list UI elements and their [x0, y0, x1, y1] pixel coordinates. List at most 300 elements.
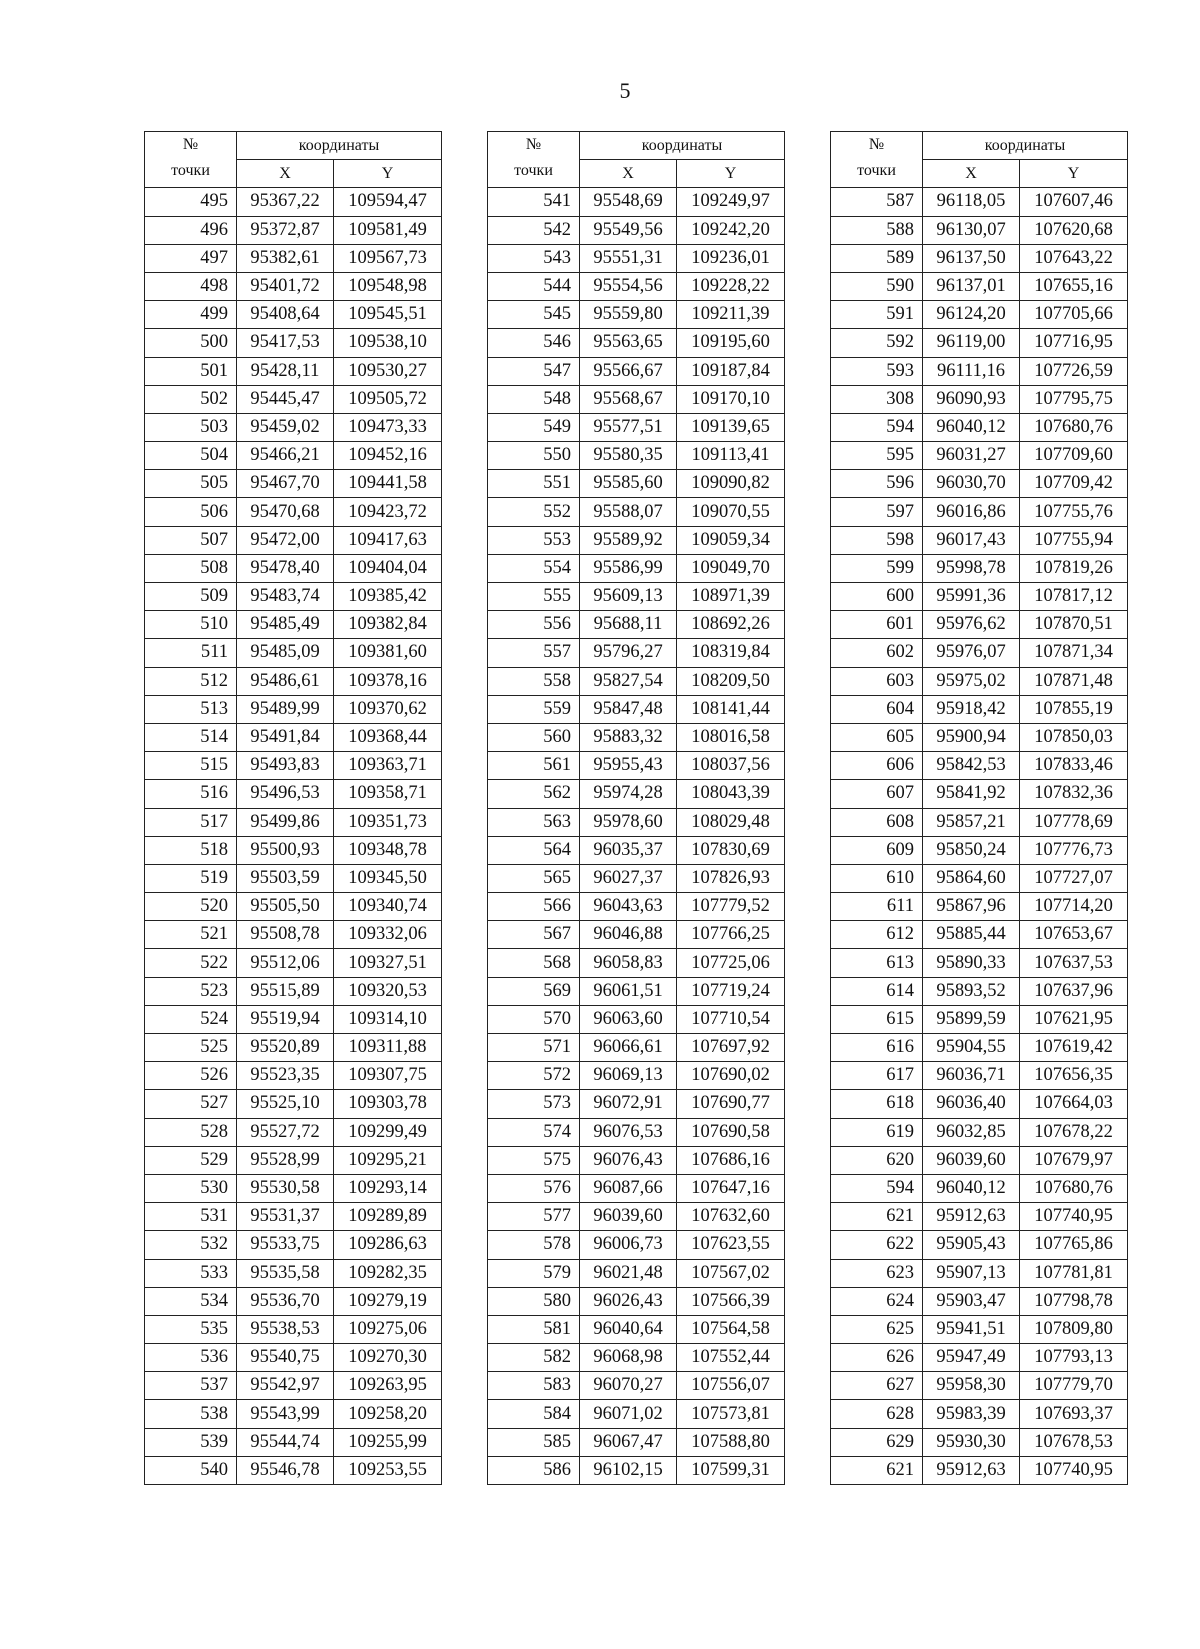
point-number-cell: 504	[145, 442, 237, 470]
point-number-cell: 554	[488, 554, 580, 582]
table-row	[831, 1090, 1128, 1118]
y-coordinate-cell: 109263,95	[334, 1372, 442, 1400]
point-number-cell: 498	[145, 272, 237, 300]
point-number-cell: 577	[488, 1203, 580, 1231]
y-coordinate-cell: 109286,63	[334, 1231, 442, 1259]
table-row	[488, 244, 785, 272]
x-coordinate-cell: 96040,12	[923, 1174, 1020, 1202]
table-row	[831, 498, 1128, 526]
y-coordinate-cell: 109368,44	[334, 723, 442, 751]
point-number-cell: 546	[488, 329, 580, 357]
x-coordinate-cell: 96026,43	[580, 1287, 677, 1315]
point-number-cell: 543	[488, 244, 580, 272]
y-coordinate-cell: 109170,10	[677, 385, 785, 413]
x-coordinate-cell: 96130,07	[923, 216, 1020, 244]
table-row	[831, 1231, 1128, 1259]
x-coordinate-cell: 95978,60	[580, 808, 677, 836]
y-coordinate-cell: 109505,72	[334, 385, 442, 413]
y-coordinate-cell: 107830,69	[677, 836, 785, 864]
point-number-cell: 576	[488, 1174, 580, 1202]
point-number-cell: 590	[831, 272, 923, 300]
table-row	[831, 1118, 1128, 1146]
table-row	[488, 1400, 785, 1428]
y-coordinate-cell: 109314,10	[334, 1005, 442, 1033]
point-number-cell: 596	[831, 470, 923, 498]
x-coordinate-cell: 95489,99	[237, 695, 334, 723]
point-number-cell: 615	[831, 1005, 923, 1033]
point-label: точки	[857, 162, 896, 179]
point-number-cell: 582	[488, 1344, 580, 1372]
table-row	[145, 498, 442, 526]
point-number-cell: 562	[488, 780, 580, 808]
y-coordinate-cell: 107655,16	[1020, 272, 1128, 300]
y-coordinate-cell: 109211,39	[677, 301, 785, 329]
y-coordinate-cell: 107697,92	[677, 1034, 785, 1062]
y-coordinate-cell: 109187,84	[677, 357, 785, 385]
x-coordinate-cell: 95907,13	[923, 1259, 1020, 1287]
table-row	[145, 1315, 442, 1343]
table-row	[145, 808, 442, 836]
y-coordinate-cell: 107573,81	[677, 1400, 785, 1428]
x-coordinate-cell: 96040,64	[580, 1315, 677, 1343]
table-row	[145, 470, 442, 498]
point-number-cell: 580	[488, 1287, 580, 1315]
point-number-cell: 578	[488, 1231, 580, 1259]
point-number-cell: 547	[488, 357, 580, 385]
y-coordinate-cell: 107686,16	[677, 1146, 785, 1174]
x-coordinate-cell: 95941,51	[923, 1315, 1020, 1343]
table-row	[831, 470, 1128, 498]
table-row	[831, 442, 1128, 470]
table-row	[488, 977, 785, 1005]
coordinates-table-3	[830, 131, 1128, 1485]
point-number-cell: 526	[145, 1062, 237, 1090]
x-coordinate-cell: 96027,37	[580, 864, 677, 892]
header-row	[831, 132, 1128, 160]
point-number-cell: 520	[145, 893, 237, 921]
point-number-cell: 544	[488, 272, 580, 300]
point-number-cell: 583	[488, 1372, 580, 1400]
point-number-cell: 541	[488, 188, 580, 216]
x-coordinate-cell: 96124,20	[923, 301, 1020, 329]
point-number-cell: 561	[488, 752, 580, 780]
x-coordinate-cell: 96039,60	[923, 1146, 1020, 1174]
point-number-cell: 528	[145, 1118, 237, 1146]
x-coordinate-cell: 95912,63	[923, 1456, 1020, 1484]
x-coordinate-cell: 95904,55	[923, 1034, 1020, 1062]
x-coordinate-cell: 95523,35	[237, 1062, 334, 1090]
table-row	[831, 1146, 1128, 1174]
point-number-cell: 614	[831, 977, 923, 1005]
point-number-cell: 555	[488, 583, 580, 611]
y-coordinate-cell: 107637,53	[1020, 949, 1128, 977]
x-coordinate-cell: 95372,87	[237, 216, 334, 244]
point-number-cell: 612	[831, 921, 923, 949]
point-number-cell: 592	[831, 329, 923, 357]
x-coordinate-cell: 95983,39	[923, 1400, 1020, 1428]
y-coordinate-cell: 107776,73	[1020, 836, 1128, 864]
point-number-cell: 564	[488, 836, 580, 864]
x-coordinate-cell: 95543,99	[237, 1400, 334, 1428]
x-coordinate-cell: 95890,33	[923, 949, 1020, 977]
y-coordinate-cell: 109473,33	[334, 413, 442, 441]
y-coordinate-cell: 109363,71	[334, 752, 442, 780]
point-number-cell: 570	[488, 1005, 580, 1033]
table-row	[488, 1034, 785, 1062]
table-row	[145, 1203, 442, 1231]
point-number-cell: 579	[488, 1259, 580, 1287]
table-row	[145, 244, 442, 272]
table-row	[488, 752, 785, 780]
y-coordinate-cell: 109282,35	[334, 1259, 442, 1287]
point-number-cell: 565	[488, 864, 580, 892]
x-coordinate-cell: 95947,49	[923, 1344, 1020, 1372]
table-row	[831, 554, 1128, 582]
x-coordinate-cell: 95542,97	[237, 1372, 334, 1400]
x-coordinate-cell: 96118,05	[923, 188, 1020, 216]
point-number-cell: 609	[831, 836, 923, 864]
point-number-cell: 594	[831, 1174, 923, 1202]
x-coordinate-cell: 95535,58	[237, 1259, 334, 1287]
point-number-cell: 514	[145, 723, 237, 751]
point-number-cell: 626	[831, 1344, 923, 1372]
point-number-cell: 604	[831, 695, 923, 723]
point-number-cell: 575	[488, 1146, 580, 1174]
x-coordinate-cell: 95499,86	[237, 808, 334, 836]
table-row	[145, 1118, 442, 1146]
point-number-cell: 599	[831, 554, 923, 582]
table-row	[145, 583, 442, 611]
table-row	[145, 526, 442, 554]
point-number-cell: 501	[145, 357, 237, 385]
y-coordinate-cell: 107653,67	[1020, 921, 1128, 949]
x-coordinate-cell: 96030,70	[923, 470, 1020, 498]
table-row	[831, 893, 1128, 921]
x-coordinate-cell: 95491,84	[237, 723, 334, 751]
y-coordinate-cell: 109255,99	[334, 1428, 442, 1456]
table-row	[145, 639, 442, 667]
x-coordinate-cell: 95466,21	[237, 442, 334, 470]
y-coordinate-cell: 109307,75	[334, 1062, 442, 1090]
table-row	[488, 949, 785, 977]
y-coordinate-cell: 107619,42	[1020, 1034, 1128, 1062]
table-row	[831, 244, 1128, 272]
point-number-cell: 607	[831, 780, 923, 808]
point-number-cell: 532	[145, 1231, 237, 1259]
y-coordinate-cell: 108043,39	[677, 780, 785, 808]
point-number-cell: 556	[488, 611, 580, 639]
table-row	[831, 977, 1128, 1005]
y-coordinate-cell: 107690,02	[677, 1062, 785, 1090]
point-number-cell: 591	[831, 301, 923, 329]
table-row	[488, 357, 785, 385]
table-row	[488, 216, 785, 244]
y-coordinate-cell: 109567,73	[334, 244, 442, 272]
number-sign-label: №	[182, 136, 199, 153]
table-row	[488, 667, 785, 695]
point-number-cell: 563	[488, 808, 580, 836]
point-number-cell: 617	[831, 1062, 923, 1090]
table-row	[145, 1259, 442, 1287]
point-number-cell: 586	[488, 1456, 580, 1484]
x-coordinate-cell: 96069,13	[580, 1062, 677, 1090]
table-row	[831, 836, 1128, 864]
y-coordinate-cell: 109113,41	[677, 442, 785, 470]
y-coordinate-cell: 107793,13	[1020, 1344, 1128, 1372]
point-number-cell: 499	[145, 301, 237, 329]
x-coordinate-cell: 95472,00	[237, 526, 334, 554]
y-coordinate-cell: 107765,86	[1020, 1231, 1128, 1259]
table-row	[831, 1005, 1128, 1033]
table-row	[488, 554, 785, 582]
x-coordinate-cell: 96063,60	[580, 1005, 677, 1033]
y-coordinate-cell: 107643,22	[1020, 244, 1128, 272]
x-coordinate-cell: 95974,28	[580, 780, 677, 808]
point-number-cell: 539	[145, 1428, 237, 1456]
y-coordinate-cell: 107871,34	[1020, 639, 1128, 667]
point-number-cell: 538	[145, 1400, 237, 1428]
point-number-cell: 620	[831, 1146, 923, 1174]
point-number-cell: 552	[488, 498, 580, 526]
y-coordinate-cell: 107679,97	[1020, 1146, 1128, 1174]
x-coordinate-cell: 96111,16	[923, 357, 1020, 385]
point-number-cell: 581	[488, 1315, 580, 1343]
x-coordinate-cell: 96043,63	[580, 893, 677, 921]
x-coordinate-cell: 95796,27	[580, 639, 677, 667]
table-row	[488, 301, 785, 329]
point-number-cell: 521	[145, 921, 237, 949]
table-row	[831, 1372, 1128, 1400]
x-coordinate-cell: 95893,52	[923, 977, 1020, 1005]
x-coordinate-cell: 96071,02	[580, 1400, 677, 1428]
point-number-cell: 628	[831, 1400, 923, 1428]
y-coordinate-cell: 109258,20	[334, 1400, 442, 1428]
y-coordinate-cell: 109340,74	[334, 893, 442, 921]
x-coordinate-cell: 95382,61	[237, 244, 334, 272]
y-coordinate-cell: 109293,14	[334, 1174, 442, 1202]
table-row	[488, 272, 785, 300]
point-number-cell: 623	[831, 1259, 923, 1287]
x-coordinate-cell: 96031,27	[923, 442, 1020, 470]
point-number-cell: 515	[145, 752, 237, 780]
table-row	[145, 977, 442, 1005]
y-coordinate-cell: 109332,06	[334, 921, 442, 949]
point-number-cell: 625	[831, 1315, 923, 1343]
y-coordinate-cell: 109378,16	[334, 667, 442, 695]
point-number-header	[145, 132, 237, 188]
x-coordinate-cell: 95486,61	[237, 667, 334, 695]
y-coordinate-cell: 107716,95	[1020, 329, 1128, 357]
y-coordinate-cell: 107637,96	[1020, 977, 1128, 1005]
table-row	[488, 470, 785, 498]
y-coordinate-cell: 108209,50	[677, 667, 785, 695]
y-coordinate-cell: 107719,24	[677, 977, 785, 1005]
point-label: точки	[514, 162, 553, 179]
y-coordinate-cell: 107795,75	[1020, 385, 1128, 413]
y-coordinate-cell: 109545,51	[334, 301, 442, 329]
table-row	[488, 498, 785, 526]
x-coordinate-cell: 95551,31	[580, 244, 677, 272]
x-coordinate-cell: 95530,58	[237, 1174, 334, 1202]
y-coordinate-cell: 107726,59	[1020, 357, 1128, 385]
y-coordinate-cell: 109059,34	[677, 526, 785, 554]
x-coordinate-cell: 95991,36	[923, 583, 1020, 611]
point-number-cell: 512	[145, 667, 237, 695]
point-number-cell: 540	[145, 1456, 237, 1484]
point-number-cell: 572	[488, 1062, 580, 1090]
point-number-cell: 621	[831, 1456, 923, 1484]
table-row	[145, 554, 442, 582]
point-number-cell: 502	[145, 385, 237, 413]
table-row	[145, 780, 442, 808]
table-row	[831, 413, 1128, 441]
table-row	[831, 723, 1128, 751]
point-number-cell: 610	[831, 864, 923, 892]
table-row	[831, 1287, 1128, 1315]
y-coordinate-cell: 107766,25	[677, 921, 785, 949]
point-number-cell: 508	[145, 554, 237, 582]
y-coordinate-cell: 109311,88	[334, 1034, 442, 1062]
y-coordinate-cell: 107552,44	[677, 1344, 785, 1372]
table-row	[145, 301, 442, 329]
table-row	[145, 611, 442, 639]
table-row	[488, 1456, 785, 1484]
y-coordinate-cell: 107564,58	[677, 1315, 785, 1343]
point-number-cell: 548	[488, 385, 580, 413]
x-coordinate-cell: 96021,48	[580, 1259, 677, 1287]
y-coordinate-cell: 107599,31	[677, 1456, 785, 1484]
point-number-cell: 573	[488, 1090, 580, 1118]
table-row	[831, 780, 1128, 808]
y-coordinate-cell: 107588,80	[677, 1428, 785, 1456]
table-row	[831, 216, 1128, 244]
x-coordinate-cell: 95688,11	[580, 611, 677, 639]
table-row	[831, 667, 1128, 695]
table-row	[488, 329, 785, 357]
table-row	[831, 1174, 1128, 1202]
x-coordinate-cell: 95857,21	[923, 808, 1020, 836]
table-row	[831, 949, 1128, 977]
point-number-cell: 535	[145, 1315, 237, 1343]
x-coordinate-cell: 95568,67	[580, 385, 677, 413]
point-number-cell: 598	[831, 526, 923, 554]
y-coordinate-cell: 109358,71	[334, 780, 442, 808]
x-coordinate-cell: 95975,02	[923, 667, 1020, 695]
x-coordinate-cell: 95527,72	[237, 1118, 334, 1146]
coordinates-header: координаты	[237, 132, 442, 160]
y-coordinate-cell: 107833,46	[1020, 752, 1128, 780]
y-coordinate-cell: 107725,06	[677, 949, 785, 977]
table-row	[831, 1456, 1128, 1484]
x-coordinate-cell: 95586,99	[580, 554, 677, 582]
point-number-cell: 545	[488, 301, 580, 329]
table-row	[488, 413, 785, 441]
y-coordinate-cell: 107693,37	[1020, 1400, 1128, 1428]
y-coordinate-cell: 107809,80	[1020, 1315, 1128, 1343]
y-coordinate-cell: 109423,72	[334, 498, 442, 526]
table-row	[831, 921, 1128, 949]
x-coordinate-cell: 95459,02	[237, 413, 334, 441]
point-number-cell: 584	[488, 1400, 580, 1428]
y-coordinate-cell: 109279,19	[334, 1287, 442, 1315]
x-coordinate-cell: 95912,63	[923, 1203, 1020, 1231]
x-coordinate-cell: 95885,44	[923, 921, 1020, 949]
table-row	[145, 893, 442, 921]
y-coordinate-cell: 109320,53	[334, 977, 442, 1005]
x-coordinate-cell: 95544,74	[237, 1428, 334, 1456]
table-row	[831, 1315, 1128, 1343]
point-number-cell: 513	[145, 695, 237, 723]
table-row	[145, 723, 442, 751]
table-row	[831, 357, 1128, 385]
point-number-cell: 522	[145, 949, 237, 977]
point-number-cell: 523	[145, 977, 237, 1005]
table-row	[145, 1005, 442, 1033]
x-coordinate-cell: 95428,11	[237, 357, 334, 385]
point-label: точки	[171, 162, 210, 179]
x-coordinate-cell: 96090,93	[923, 385, 1020, 413]
y-coordinate-cell: 107832,36	[1020, 780, 1128, 808]
x-coordinate-cell: 95554,56	[580, 272, 677, 300]
x-coordinate-cell: 96070,27	[580, 1372, 677, 1400]
x-coordinate-cell: 95470,68	[237, 498, 334, 526]
table-row	[488, 864, 785, 892]
y-coordinate-cell: 107709,60	[1020, 442, 1128, 470]
y-header: Y	[677, 160, 785, 188]
point-number-cell: 593	[831, 357, 923, 385]
table-row	[145, 836, 442, 864]
y-coordinate-cell: 109303,78	[334, 1090, 442, 1118]
y-coordinate-cell: 109404,04	[334, 554, 442, 582]
table-row	[831, 695, 1128, 723]
y-coordinate-cell: 108029,48	[677, 808, 785, 836]
y-coordinate-cell: 109530,27	[334, 357, 442, 385]
x-header: X	[237, 160, 334, 188]
x-coordinate-cell: 96087,66	[580, 1174, 677, 1202]
x-coordinate-cell: 96068,98	[580, 1344, 677, 1372]
y-coordinate-cell: 109249,97	[677, 188, 785, 216]
y-coordinate-cell: 108141,44	[677, 695, 785, 723]
point-number-cell: 594	[831, 413, 923, 441]
x-coordinate-cell: 96032,85	[923, 1118, 1020, 1146]
y-coordinate-cell: 108037,56	[677, 752, 785, 780]
x-coordinate-cell: 96040,12	[923, 413, 1020, 441]
y-coordinate-cell: 109345,50	[334, 864, 442, 892]
y-coordinate-cell: 109385,42	[334, 583, 442, 611]
y-coordinate-cell: 107607,46	[1020, 188, 1128, 216]
x-coordinate-cell: 95609,13	[580, 583, 677, 611]
point-number-cell: 567	[488, 921, 580, 949]
y-coordinate-cell: 107690,77	[677, 1090, 785, 1118]
y-coordinate-cell: 107850,03	[1020, 723, 1128, 751]
x-coordinate-cell: 95841,92	[923, 780, 1020, 808]
x-coordinate-cell: 95505,50	[237, 893, 334, 921]
table-row	[145, 216, 442, 244]
point-number-cell: 529	[145, 1146, 237, 1174]
header-row	[488, 132, 785, 160]
table-row	[488, 921, 785, 949]
x-coordinate-cell: 95842,53	[923, 752, 1020, 780]
point-number-cell: 495	[145, 188, 237, 216]
coordinates-table-1	[144, 131, 442, 1485]
y-coordinate-cell: 107727,07	[1020, 864, 1128, 892]
point-number-cell: 608	[831, 808, 923, 836]
y-coordinate-cell: 107678,22	[1020, 1118, 1128, 1146]
table-row	[831, 1203, 1128, 1231]
point-number-cell: 624	[831, 1287, 923, 1315]
table-row	[488, 188, 785, 216]
point-number-header	[831, 132, 923, 188]
